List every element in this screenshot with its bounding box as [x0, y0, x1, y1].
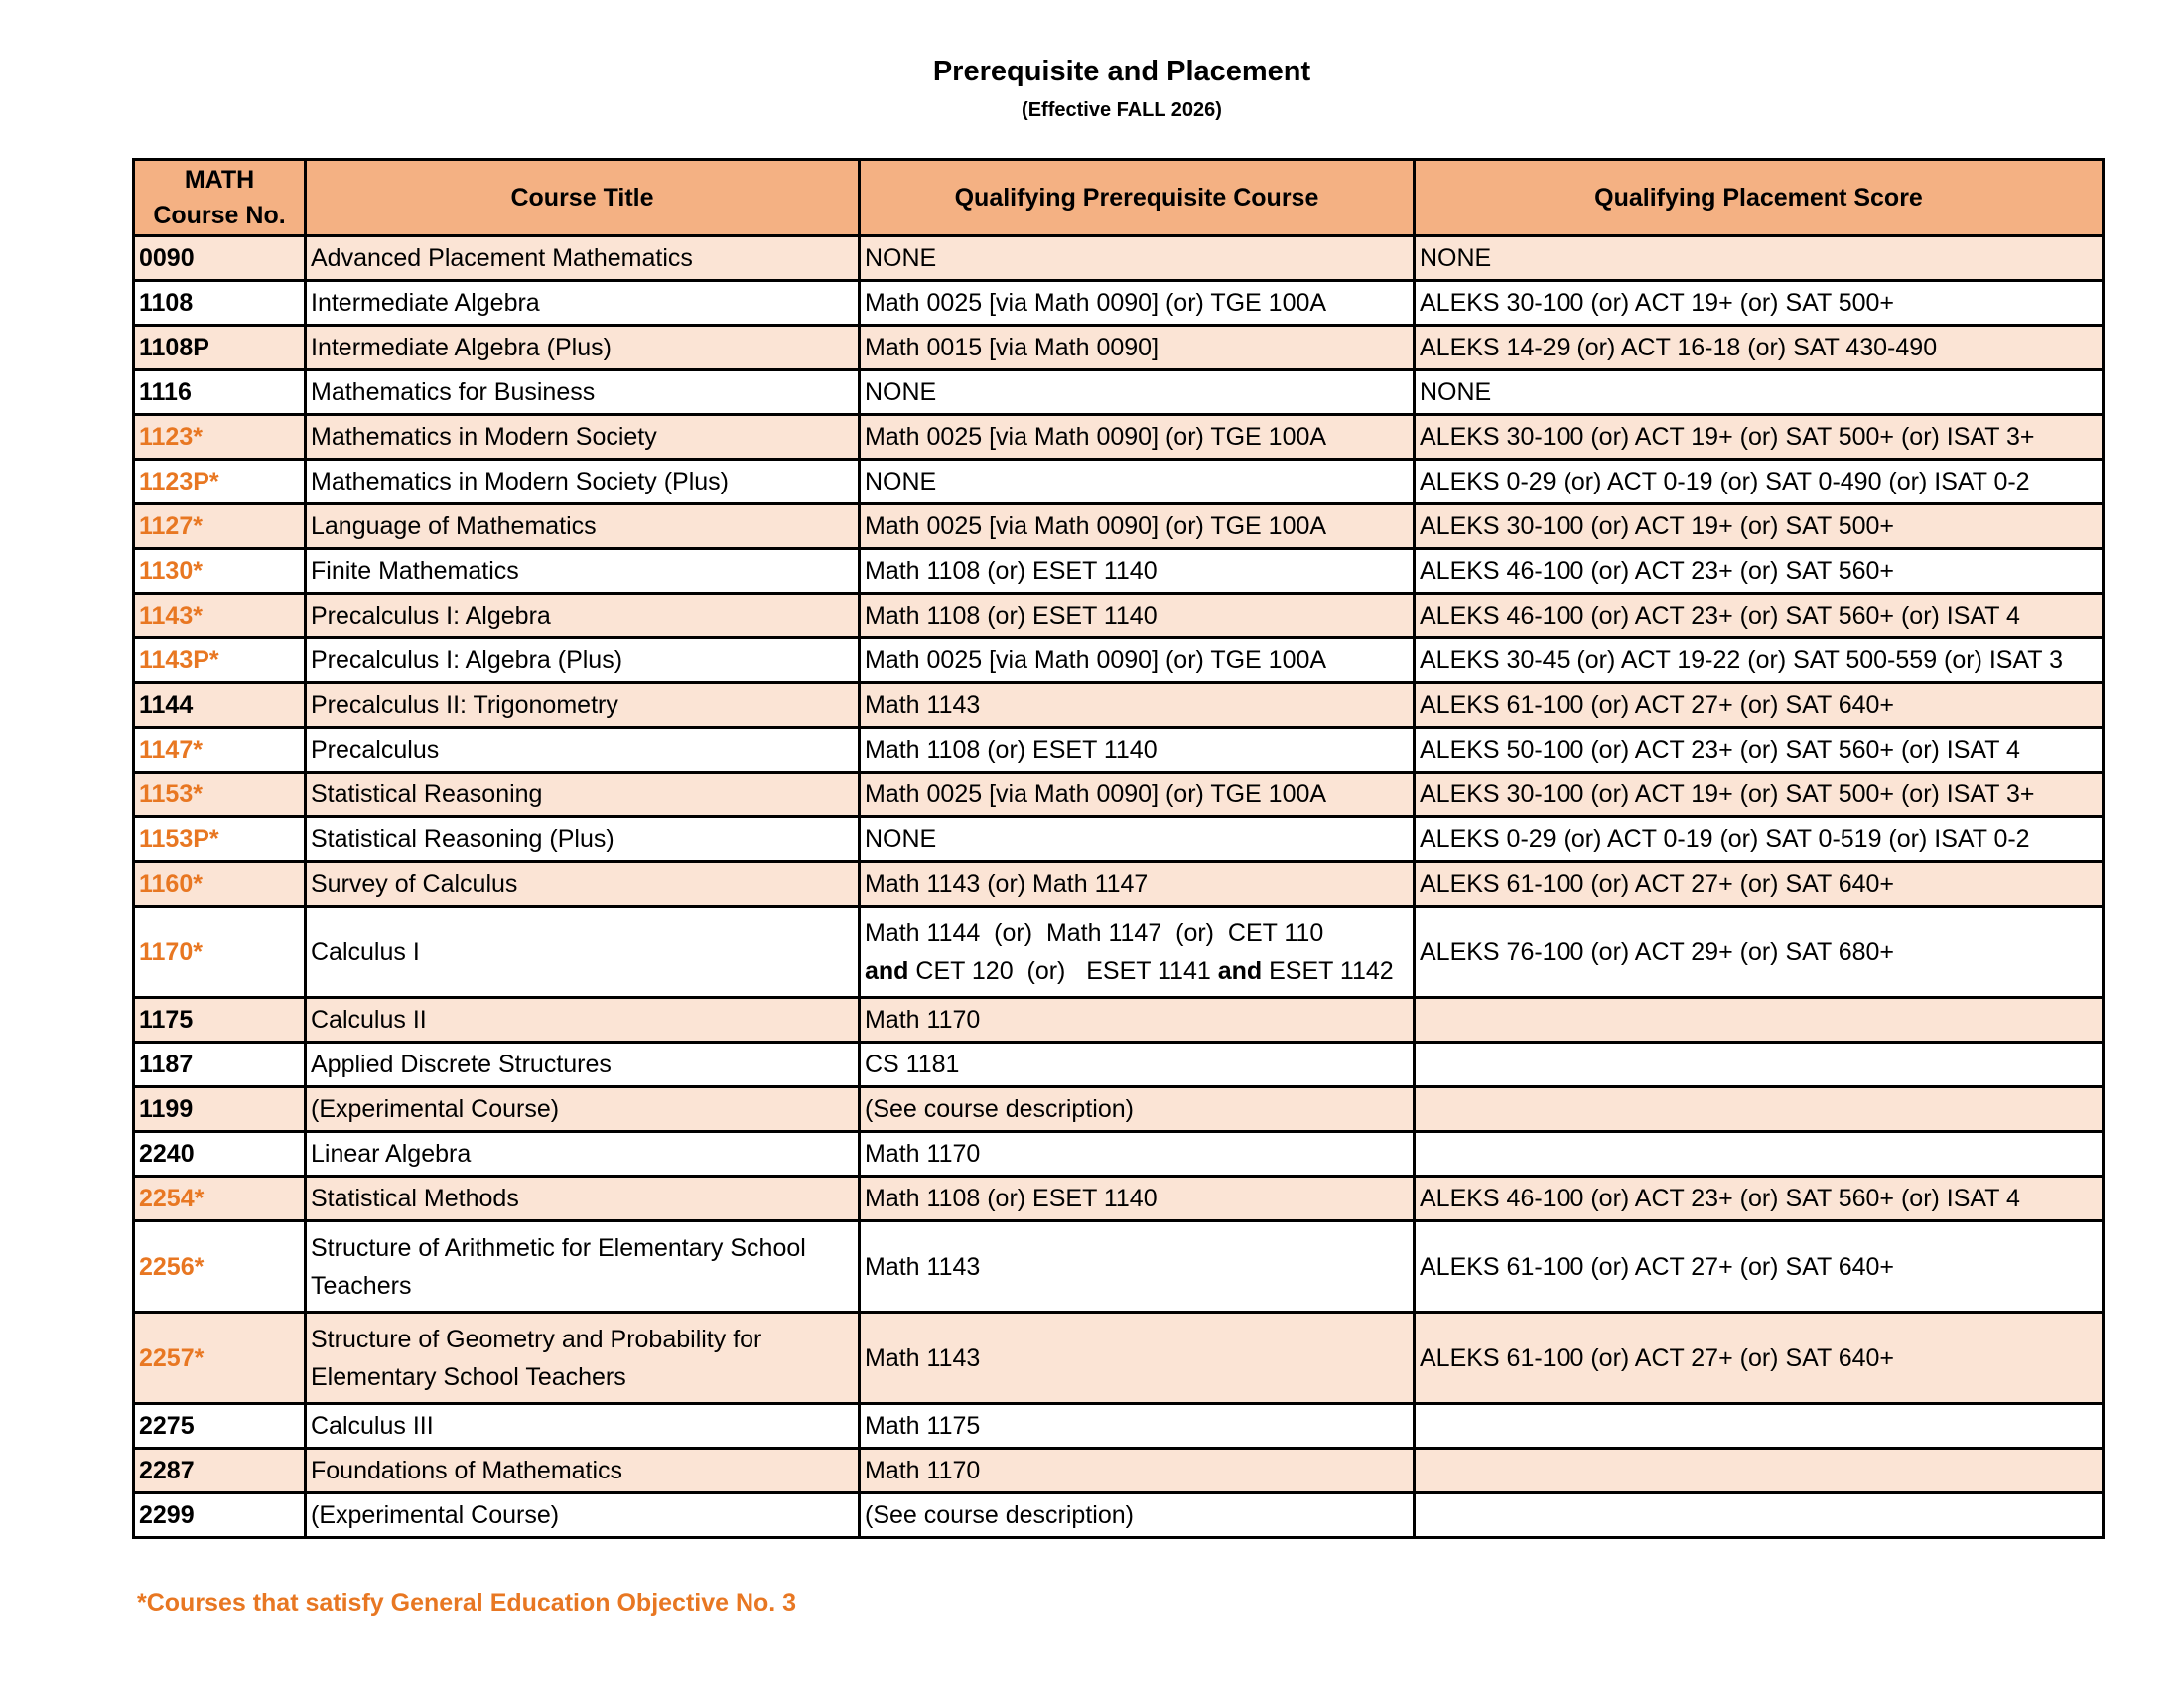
- header-course-no: [134, 160, 306, 236]
- prereq-course: Math 0025 [via Math 0090] (or) TGE 100A: [860, 415, 1415, 460]
- prereq-course: CS 1181: [860, 1043, 1415, 1087]
- prereq-course: NONE: [860, 236, 1415, 281]
- page-title: Prerequisite and Placement: [932, 56, 1311, 87]
- course-number: 2275: [134, 1404, 306, 1449]
- prereq-course: Math 0025 [via Math 0090] (or) TGE 100A: [860, 281, 1415, 326]
- course-title: Mathematics for Business: [306, 370, 860, 415]
- prereq-course: Math 0025 [via Math 0090] (or) TGE 100A: [860, 638, 1415, 683]
- course-number: 0090: [134, 236, 306, 281]
- table-row: [134, 415, 2104, 460]
- placement-score: ALEKS 14-29 (or) ACT 16-18 (or) SAT 430-490: [1415, 326, 2104, 370]
- placement-score: [1415, 1132, 2104, 1177]
- placement-score: ALEKS 61-100 (or) ACT 27+ (or) SAT 640+: [1415, 1313, 2104, 1404]
- prereq-course: Math 1175: [860, 1404, 1415, 1449]
- course-title: Calculus II: [306, 998, 860, 1043]
- course-number: 2287: [134, 1449, 306, 1493]
- placement-score: ALEKS 50-100 (or) ACT 23+ (or) SAT 560+ (or) ISAT 4: [1415, 728, 2104, 773]
- table-row: [134, 1177, 2104, 1221]
- course-title: Precalculus I: Algebra: [306, 594, 860, 638]
- table-row: [134, 281, 2104, 326]
- course-title: Statistical Reasoning: [306, 773, 860, 817]
- table-row: [134, 862, 2104, 907]
- placement-score: [1415, 1449, 2104, 1493]
- table-row: [134, 773, 2104, 817]
- course-title: Advanced Placement Mathematics: [306, 236, 860, 281]
- table-row: [134, 1404, 2104, 1449]
- course-title: Language of Mathematics: [306, 504, 860, 549]
- course-number: 1108P: [134, 326, 306, 370]
- course-title: Structure of Geometry and Probability for Elementary School Teachers: [306, 1313, 860, 1404]
- prereq-text: Math 1144 (or) Math 1147 (or) CET 110: [865, 918, 1324, 947]
- prereq-course: Math 1170: [860, 1449, 1415, 1493]
- prereq-course: (See course description): [860, 1493, 1415, 1538]
- table-row: [134, 728, 2104, 773]
- table-row: [134, 236, 2104, 281]
- course-title: Linear Algebra: [306, 1132, 860, 1177]
- table-row: [134, 1493, 2104, 1538]
- prereq-course: Math 1108 (or) ESET 1140: [860, 728, 1415, 773]
- prereq-course: [860, 907, 1415, 998]
- prereq-course: (See course description): [860, 1087, 1415, 1132]
- course-title: Precalculus: [306, 728, 860, 773]
- prereq-course: Math 1108 (or) ESET 1140: [860, 549, 1415, 594]
- prereq-course: Math 1170: [860, 998, 1415, 1043]
- placement-score: ALEKS 30-100 (or) ACT 19+ (or) SAT 500+: [1415, 281, 2104, 326]
- placement-score: ALEKS 30-100 (or) ACT 19+ (or) SAT 500+: [1415, 504, 2104, 549]
- course-title: Intermediate Algebra: [306, 281, 860, 326]
- table-row: [134, 1221, 2104, 1313]
- course-number: 1153*: [134, 773, 306, 817]
- course-title: Finite Mathematics: [306, 549, 860, 594]
- header-course-no-line2: Course No.: [153, 202, 286, 229]
- table-header-row: [134, 160, 2104, 236]
- placement-score: ALEKS 0-29 (or) ACT 0-19 (or) SAT 0-519 (or) ISAT 0-2: [1415, 817, 2104, 862]
- course-number: 1108: [134, 281, 306, 326]
- prereq-course: NONE: [860, 370, 1415, 415]
- table-row: [134, 326, 2104, 370]
- prereq-course: Math 0025 [via Math 0090] (or) TGE 100A: [860, 773, 1415, 817]
- table-row: [134, 1132, 2104, 1177]
- prereq-and: and: [1217, 956, 1263, 985]
- placement-score: ALEKS 46-100 (or) ACT 23+ (or) SAT 560+ (or) ISAT 4: [1415, 594, 2104, 638]
- prereq-course: Math 1108 (or) ESET 1140: [860, 594, 1415, 638]
- placement-score: ALEKS 30-45 (or) ACT 19-22 (or) SAT 500-559 (or) ISAT 3: [1415, 638, 2104, 683]
- table-row: [134, 504, 2104, 549]
- table-row: [134, 460, 2104, 504]
- placement-score: ALEKS 61-100 (or) ACT 27+ (or) SAT 640+: [1415, 683, 2104, 728]
- prereq-course: Math 1143: [860, 683, 1415, 728]
- header-prereq: Qualifying Prerequisite Course: [860, 160, 1415, 236]
- course-title: Mathematics in Modern Society (Plus): [306, 460, 860, 504]
- course-title: Mathematics in Modern Society: [306, 415, 860, 460]
- placement-score: [1415, 1043, 2104, 1087]
- table-row: [134, 549, 2104, 594]
- placement-score: ALEKS 76-100 (or) ACT 29+ (or) SAT 680+: [1415, 907, 2104, 998]
- placement-score: [1415, 1404, 2104, 1449]
- course-title: Survey of Calculus: [306, 862, 860, 907]
- course-number: 1123*: [134, 415, 306, 460]
- course-number: 1170*: [134, 907, 306, 998]
- prereq-course: NONE: [860, 460, 1415, 504]
- placement-score: ALEKS 30-100 (or) ACT 19+ (or) SAT 500+ (or) ISAT 3+: [1415, 773, 2104, 817]
- course-number: 2299: [134, 1493, 306, 1538]
- course-number: 1147*: [134, 728, 306, 773]
- course-number: 2240: [134, 1132, 306, 1177]
- placement-score: NONE: [1415, 236, 2104, 281]
- header-course-no-line1: MATH: [184, 166, 255, 194]
- course-number: 2256*: [134, 1221, 306, 1313]
- prereq-course: Math 1143: [860, 1313, 1415, 1404]
- placement-score: ALEKS 61-100 (or) ACT 27+ (or) SAT 640+: [1415, 1221, 2104, 1313]
- prereq-course: Math 1143: [860, 1221, 1415, 1313]
- course-number: 1127*: [134, 504, 306, 549]
- table-row: [134, 370, 2104, 415]
- footnote: *Courses that satisfy General Education Objective No. 3: [137, 1589, 797, 1617]
- course-number: 1123P*: [134, 460, 306, 504]
- placement-score: NONE: [1415, 370, 2104, 415]
- course-number: 1144: [134, 683, 306, 728]
- placement-score: ALEKS 0-29 (or) ACT 0-19 (or) SAT 0-490 (or) ISAT 0-2: [1415, 460, 2104, 504]
- prereq-course: NONE: [860, 817, 1415, 862]
- page-subtitle: (Effective FALL 2026): [1022, 99, 1222, 121]
- placement-score: [1415, 998, 2104, 1043]
- course-number: 1187: [134, 1043, 306, 1087]
- prereq-course: Math 0025 [via Math 0090] (or) TGE 100A: [860, 504, 1415, 549]
- table-row: [134, 1449, 2104, 1493]
- table-row: [134, 998, 2104, 1043]
- table-row: [134, 594, 2104, 638]
- placement-score: ALEKS 30-100 (or) ACT 19+ (or) SAT 500+ (or) ISAT 3+: [1415, 415, 2104, 460]
- prereq-course: Math 0015 [via Math 0090]: [860, 326, 1415, 370]
- header-course-title: Course Title: [306, 160, 860, 236]
- placement-score: [1415, 1493, 2104, 1538]
- course-title: Statistical Reasoning (Plus): [306, 817, 860, 862]
- course-number: 1160*: [134, 862, 306, 907]
- placement-score: [1415, 1087, 2104, 1132]
- table-row: [134, 683, 2104, 728]
- course-number: 1116: [134, 370, 306, 415]
- prereq-text: CET 120 (or) ESET 1141: [908, 956, 1218, 985]
- course-title: Precalculus I: Algebra (Plus): [306, 638, 860, 683]
- placement-score: ALEKS 46-100 (or) ACT 23+ (or) SAT 560+ (or) ISAT 4: [1415, 1177, 2104, 1221]
- course-title: Applied Discrete Structures: [306, 1043, 860, 1087]
- table-row: [134, 1087, 2104, 1132]
- prereq-course: Math 1108 (or) ESET 1140: [860, 1177, 1415, 1221]
- table-row: [134, 1043, 2104, 1087]
- course-title: Structure of Arithmetic for Elementary School Teachers: [306, 1221, 860, 1313]
- course-number: 1153P*: [134, 817, 306, 862]
- course-number: 1130*: [134, 549, 306, 594]
- prereq-course: Math 1170: [860, 1132, 1415, 1177]
- placement-score: ALEKS 46-100 (or) ACT 23+ (or) SAT 560+: [1415, 549, 2104, 594]
- header-placement: Qualifying Placement Score: [1415, 160, 2104, 236]
- course-number: 2254*: [134, 1177, 306, 1221]
- table-row: [134, 638, 2104, 683]
- course-number: 1143P*: [134, 638, 306, 683]
- course-title: (Experimental Course): [306, 1493, 860, 1538]
- prereq-and: and: [865, 956, 909, 985]
- table-row: [134, 817, 2104, 862]
- prereq-text: ESET 1142: [1262, 956, 1394, 985]
- course-number: 2257*: [134, 1313, 306, 1404]
- course-number: 1175: [134, 998, 306, 1043]
- course-number: 1199: [134, 1087, 306, 1132]
- table-row: [134, 1313, 2104, 1404]
- course-title: Calculus I: [306, 907, 860, 998]
- course-title: Calculus III: [306, 1404, 860, 1449]
- course-title: (Experimental Course): [306, 1087, 860, 1132]
- prerequisite-table: [132, 158, 2105, 1539]
- prereq-course: Math 1143 (or) Math 1147: [860, 862, 1415, 907]
- course-title: Statistical Methods: [306, 1177, 860, 1221]
- course-title: Precalculus II: Trigonometry: [306, 683, 860, 728]
- table-row: [134, 907, 2104, 998]
- placement-score: ALEKS 61-100 (or) ACT 27+ (or) SAT 640+: [1415, 862, 2104, 907]
- course-title: Foundations of Mathematics: [306, 1449, 860, 1493]
- course-number: 1143*: [134, 594, 306, 638]
- course-title: Intermediate Algebra (Plus): [306, 326, 860, 370]
